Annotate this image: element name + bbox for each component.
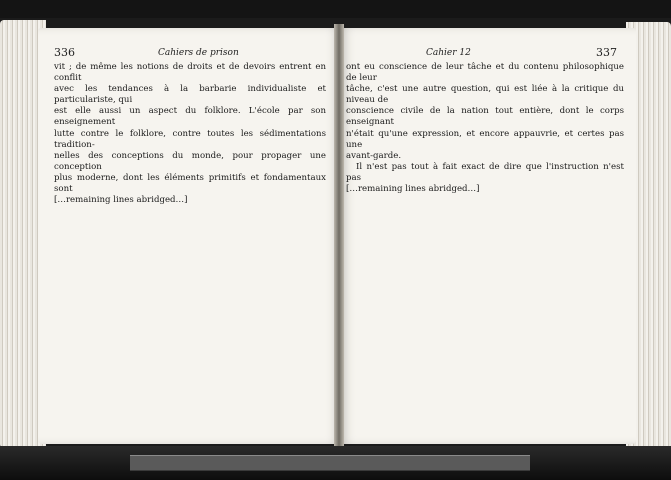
left-page	[38, 28, 343, 444]
background-top	[0, 0, 671, 18]
text-line: avec les tendances à la barbarie individualiste et particulariste, qui	[54, 84, 326, 106]
text-line: n'était qu'une expression, et encore appauvrie, et certes pas une	[346, 128, 624, 150]
text-line: vit ; de même les notions de droits et de devoirs entrent en conflit	[54, 62, 326, 84]
text-line: plus moderne, dont les éléments primitifs et fondamentaux sont	[54, 172, 326, 195]
page-number-right: 337	[596, 46, 617, 59]
text-line: avant-garde.	[346, 150, 402, 161]
body-text-right	[346, 62, 624, 195]
body-text-left	[54, 62, 326, 206]
text-line: Il n'est pas tout à fait exact de dire que l'instruction n'est pas	[346, 161, 624, 183]
book-gutter	[334, 24, 344, 448]
text-line: est elle aussi un aspect du folklore. L'école par son enseignement	[54, 106, 326, 128]
text-line: tâche, c'est une autre question, qui est liée à la critique du niveau de	[346, 84, 624, 106]
running-head-left: Cahiers de prison	[158, 48, 239, 58]
scanner-bar	[130, 455, 530, 471]
text-line: nelles des conceptions du monde, pour propager une conception	[54, 150, 326, 172]
page-number-left: 336	[54, 46, 75, 59]
abridged-note: […remaining lines abridged…]	[346, 184, 480, 195]
text-line: ont eu conscience de leur tâche et du contenu philosophique de leur	[346, 62, 624, 84]
right-page	[338, 28, 636, 444]
abridged-note: […remaining lines abridged…]	[54, 195, 188, 206]
text-line: lutte contre le folklore, contre toutes les sédimentations tradition-	[54, 128, 326, 150]
text-line: conscience civile de la nation tout entière, dont le corps enseignant	[346, 106, 624, 128]
running-head-right: Cahier 12	[426, 48, 471, 58]
